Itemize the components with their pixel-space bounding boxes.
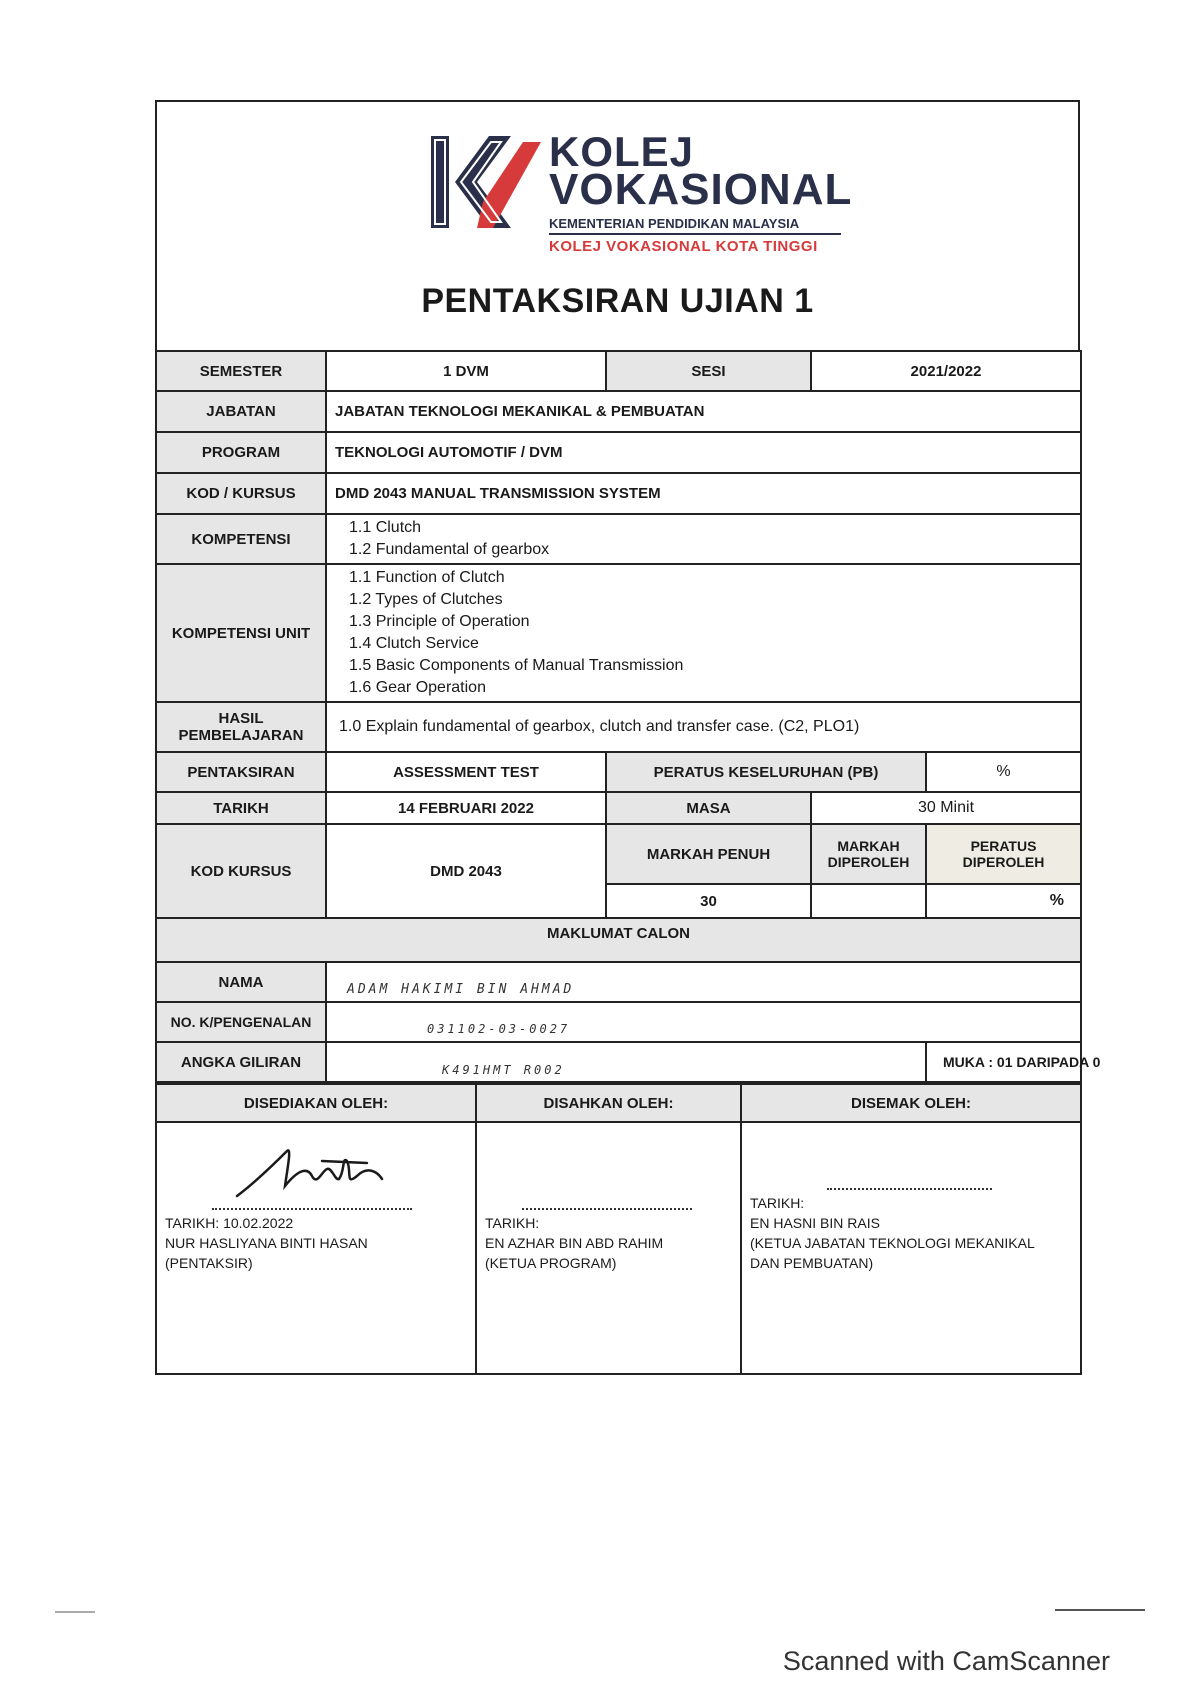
markah-diperoleh-label-line2: DIPEROLEH: [827, 854, 910, 870]
nama-label: NAMA: [156, 962, 326, 1002]
list-item: 1.1 Function of Clutch: [349, 569, 505, 586]
kolej-vokasional-logo: [427, 128, 853, 255]
page-title: PENTAKSIRAN UJIAN 1: [421, 282, 814, 320]
semester-value: 1 DVM: [326, 351, 606, 391]
disemak-label: DISEMAK OLEH:: [741, 1084, 1081, 1122]
kompetensi-list: [326, 514, 1081, 564]
list-item: 1.2 Fundamental of gearbox: [349, 541, 550, 558]
kod-kursus-2-value: DMD 2043: [326, 824, 606, 918]
no-kp-label: NO. K/PENGENALAN: [156, 1002, 326, 1042]
signature-image: [227, 1141, 407, 1211]
signoff-prepared-name: NUR HASLIYANA BINTI HASAN: [165, 1235, 368, 1251]
table-row: [156, 351, 1081, 391]
tarikh-value: 14 FEBRUARI 2022: [326, 792, 606, 824]
signoff-prepared-details: [165, 1213, 368, 1273]
signoff-checked-role-cont: DAN PEMBUATAN): [750, 1255, 874, 1271]
signature-line: [212, 1208, 412, 1210]
table-row: [156, 792, 1081, 824]
sesi-label: SESI: [606, 351, 811, 391]
table-row: [156, 514, 1081, 564]
table-row: [156, 1122, 1081, 1374]
program-value: TEKNOLOGI AUTOMOTIF / DVM: [326, 432, 1081, 473]
signoff-table: [155, 1083, 1082, 1375]
signature-line: [827, 1188, 992, 1190]
markah-diperoleh-label-line1: MARKAH: [837, 838, 900, 854]
peratus-keseluruhan-label: PERATUS KESELURUHAN (PB): [606, 752, 926, 792]
signoff-checked-role: (KETUA JABATAN TEKNOLOGI MEKANIKAL: [750, 1235, 1035, 1251]
kompetensi-unit-label: KOMPETENSI UNIT: [156, 564, 326, 702]
signoff-approved-details: [485, 1213, 663, 1273]
kod-kursus-label: KOD / KURSUS: [156, 473, 326, 514]
kod-kursus-2-label: KOD KURSUS: [156, 824, 326, 918]
masa-value: 30 Minit: [811, 792, 1081, 824]
logo-text-college-name: KOLEJ VOKASIONAL KOTA TINGGI: [549, 238, 818, 255]
peratus-diperoleh-label-line2: DIPEROLEH: [962, 854, 1045, 870]
table-row: [156, 1042, 1081, 1082]
list-item: 1.1 Clutch: [349, 519, 422, 536]
signoff-checked-name: EN HASNI BIN RAIS: [750, 1215, 880, 1231]
kod-kursus-value: DMD 2043 MANUAL TRANSMISSION SYSTEM: [326, 473, 1081, 514]
table-row: [156, 702, 1081, 752]
page-number-label: MUKA : 01 DARIPADA 0: [926, 1042, 1081, 1082]
hasil-pembelajaran-label: [156, 702, 326, 752]
kompetensi-label: KOMPETENSI: [156, 514, 326, 564]
table-row: [156, 752, 1081, 792]
markah-penuh-label: MARKAH PENUH: [606, 824, 811, 884]
angka-giliran-label: ANGKA GILIRAN: [156, 1042, 326, 1082]
no-kp-value: 031102-03-0027: [326, 1002, 1081, 1042]
list-item: 1.2 Types of Clutches: [349, 591, 503, 608]
list-item: 1.5 Basic Components of Manual Transmission: [349, 657, 684, 674]
pentaksiran-value: ASSESSMENT TEST: [326, 752, 606, 792]
peratus-diperoleh-label: [926, 824, 1081, 884]
hasil-pembelajaran-value: 1.0 Explain fundamental of gearbox, clutch and transfer case. (C2, PLO1): [326, 702, 1081, 752]
tarikh-label: TARIKH: [156, 792, 326, 824]
jabatan-label: JABATAN: [156, 391, 326, 432]
list-item: 1.6 Gear Operation: [349, 679, 486, 696]
masa-label: MASA: [606, 792, 811, 824]
table-row: [156, 1084, 1081, 1122]
markah-diperoleh-label: [811, 824, 926, 884]
sesi-value: 2021/2022: [811, 351, 1081, 391]
peratus-diperoleh-value: %: [926, 884, 1081, 918]
disahkan-label: DISAHKAN OLEH:: [476, 1084, 741, 1122]
signoff-checked-details: [750, 1193, 1035, 1273]
list-item: 1.4 Clutch Service: [349, 635, 479, 652]
table-row: [156, 564, 1081, 702]
table-row: [156, 824, 1081, 884]
table-row: [156, 918, 1081, 962]
signoff-approved-by: [476, 1122, 741, 1374]
logo-divider: [549, 233, 841, 235]
document-header: [155, 100, 1080, 350]
signoff-prepared-date: TARIKH: 10.02.2022: [165, 1215, 294, 1231]
signoff-prepared-by: [156, 1122, 476, 1374]
signoff-checked-date: TARIKH:: [750, 1195, 805, 1211]
maklumat-calon-header: MAKLUMAT CALON: [156, 918, 1081, 962]
table-row: [156, 391, 1081, 432]
pentaksiran-label: PENTAKSIRAN: [156, 752, 326, 792]
course-info-table: [155, 350, 1101, 1083]
hasil-label-line2: PEMBELAJARAN: [178, 727, 304, 744]
logo-text-vokasional: VOKASIONAL: [549, 165, 853, 214]
table-row: [156, 473, 1081, 514]
table-row: [156, 432, 1081, 473]
peratus-diperoleh-label-line1: PERATUS: [970, 838, 1037, 854]
signature-line: [522, 1208, 692, 1210]
list-item: 1.3 Principle of Operation: [349, 613, 530, 630]
logo-text-kolej: KOLEJ: [549, 128, 695, 175]
signoff-approved-role: (KETUA PROGRAM): [485, 1255, 617, 1271]
table-row: [156, 1002, 1081, 1042]
camscanner-watermark: Scanned with CamScanner: [782, 1646, 1110, 1676]
markah-penuh-value: 30: [606, 884, 811, 918]
signoff-checked-by: [741, 1122, 1081, 1374]
kompetensi-unit-list: [326, 564, 1081, 702]
logo-text-kementerian: KEMENTERIAN PENDIDIKAN MALAYSIA: [549, 216, 800, 231]
hasil-label-line1: HASIL: [218, 710, 264, 727]
disediakan-label: DISEDIAKAN OLEH:: [156, 1084, 476, 1122]
peratus-keseluruhan-value: %: [926, 752, 1081, 792]
program-label: PROGRAM: [156, 432, 326, 473]
table-row: [156, 962, 1081, 1002]
signoff-prepared-role: (PENTAKSIR): [165, 1255, 253, 1271]
jabatan-value: JABATAN TEKNOLOGI MEKANIKAL & PEMBUATAN: [326, 391, 1081, 432]
angka-giliran-value: K491HMT R002: [326, 1042, 926, 1082]
markah-diperoleh-value: [811, 884, 926, 918]
kv-logo-icon: [427, 132, 545, 232]
nama-value: ADAM HAKIMI BIN AHMAD: [326, 962, 1081, 1002]
scan-edge-mark: [55, 1611, 95, 1613]
semester-label: SEMESTER: [156, 351, 326, 391]
assessment-cover-page: [155, 100, 1101, 1375]
scan-edge-mark: [1055, 1609, 1145, 1611]
signoff-approved-date: TARIKH:: [485, 1215, 540, 1231]
signoff-approved-name: EN AZHAR BIN ABD RAHIM: [485, 1235, 664, 1251]
